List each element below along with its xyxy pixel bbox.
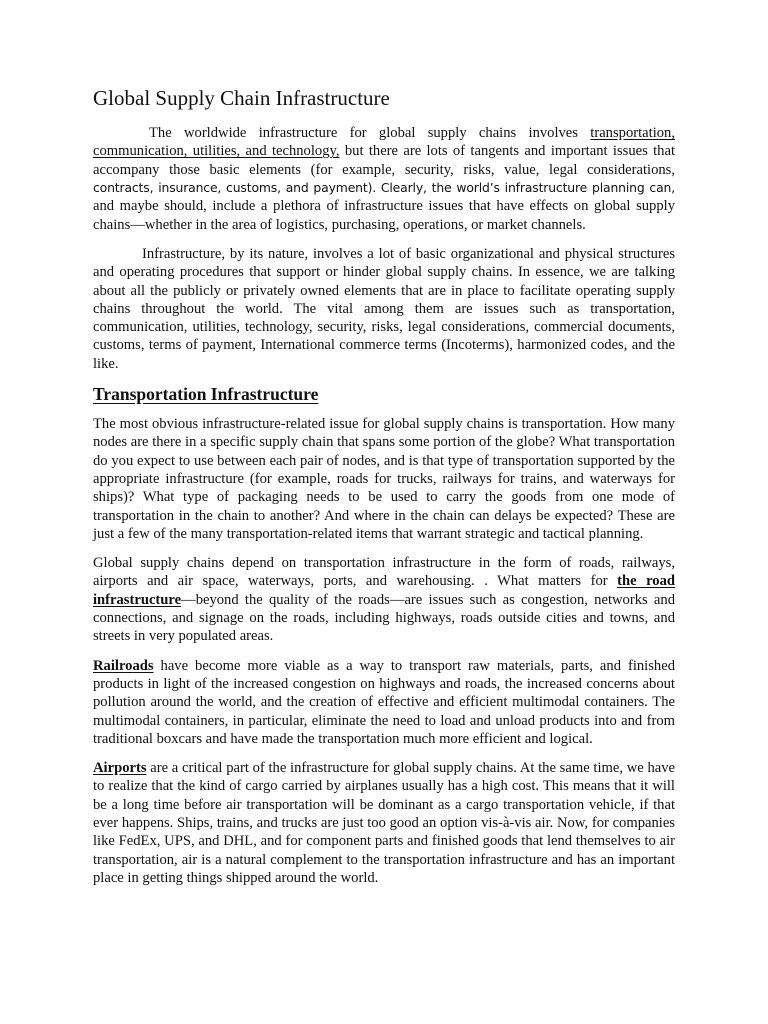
page-title: Global Supply Chain Infrastructure	[93, 86, 390, 110]
intro-text-1a: The worldwide infrastructure for global supply chains involves	[149, 125, 591, 142]
airports-paragraph	[93, 759, 675, 887]
underlined-phrase-basic-elements: transportation, communication, utilities, and technology,	[93, 125, 675, 160]
term-railroads: Railroads	[93, 657, 154, 674]
section-heading	[93, 384, 675, 405]
intro-text-1b: but there are lots of tangents and important issues that accompany those basic elements (for example, security, risks, value, legal considerations,	[93, 143, 675, 178]
railroads-paragraph	[93, 657, 675, 748]
airports-text: are a critical part of the infrastructure for global supply chains. At the same time, we have to realize that the kind of cargo carried by airplanes usually has a high cost. This means that it will be a long time before air transportation will be dominant as a cargo transportation vehicle, if that ever happens. Ships, trains, and trucks are just too good an option vis-à-vis air. Now, for companies like FedEx, UPS, and DHL, and for component parts and finished goods that lend themselves to air transportation, air is a natural complement to the transportation infrastructure and has an important place in getting things shipped around the world.	[93, 760, 675, 886]
transport-text-2b: —beyond the quality of the roads—are issues such as congestion, networks and connections, and signage on the roads, including highways, roads outside cities and towns, and streets in very populated areas.	[93, 591, 675, 645]
intro-text-1-sans: contracts, insurance, customs, and payment). Clearly, the world’s infrastructure planning can,	[93, 180, 675, 196]
transport-text-2a: Global supply chains depend on transportation infrastructure in the form of roads, railways, airports and air space, waterways, ports, and warehousing. . What matters for	[93, 555, 675, 590]
intro-paragraph-1	[93, 124, 675, 234]
railroads-text: have become more viable as a way to transport raw materials, parts, and finished products in light of the increased congestion on highways and roads, the increased concerns about pollution around the world, and the creation of effective and efficient multimodal containers. The multimodal containers, in particular, eliminate the need to load and unload products into and from traditional boxcars and have made the transportation much more efficient and logical.	[93, 657, 675, 747]
intro-paragraph-2: Infrastructure, by its nature, involves a lot of basic organizational and physical structures and operating procedures that support or hinder global supply chains. In essence, we are talking about all the publicly or privately owned elements that are in place to facilitate operating supply chains throughout the world. The vital among them are issues such as transportation, communication, utilities, technology, security, risks, legal considerations, commercial documents, customs, terms of payment, International commerce terms (Incoterms), harmonized codes, and the like.	[93, 245, 675, 372]
section-heading-text: Transportation Infrastructure	[93, 384, 319, 405]
transport-paragraph-1: The most obvious infrastructure-related issue for global supply chains is transportation. How many nodes are there in a specific supply chain that spans some portion of the globe? What transportation do you expect to use between each pair of nodes, and is that type of transportation supported by the appropriate infrastructure (for example, roads for trucks, railways for trains, and waterways for ships)? What type of packaging needs to be used to carry the goods from one mode of transportation in the chain to another? And where in the chain can delays be expected? These are just a few of the many transportation-related items that warrant strategic and tactical planning.	[93, 416, 675, 542]
term-road-infrastructure: the road infrastructure	[93, 573, 675, 608]
intro-text-1c: and maybe should, include a plethora of infrastructure issues that have effects on global supply chains—whether in the area of logistics, purchasing, operations, or market channels.	[93, 198, 675, 233]
transport-paragraph-2	[93, 554, 675, 645]
term-airports: Airports	[93, 760, 147, 777]
